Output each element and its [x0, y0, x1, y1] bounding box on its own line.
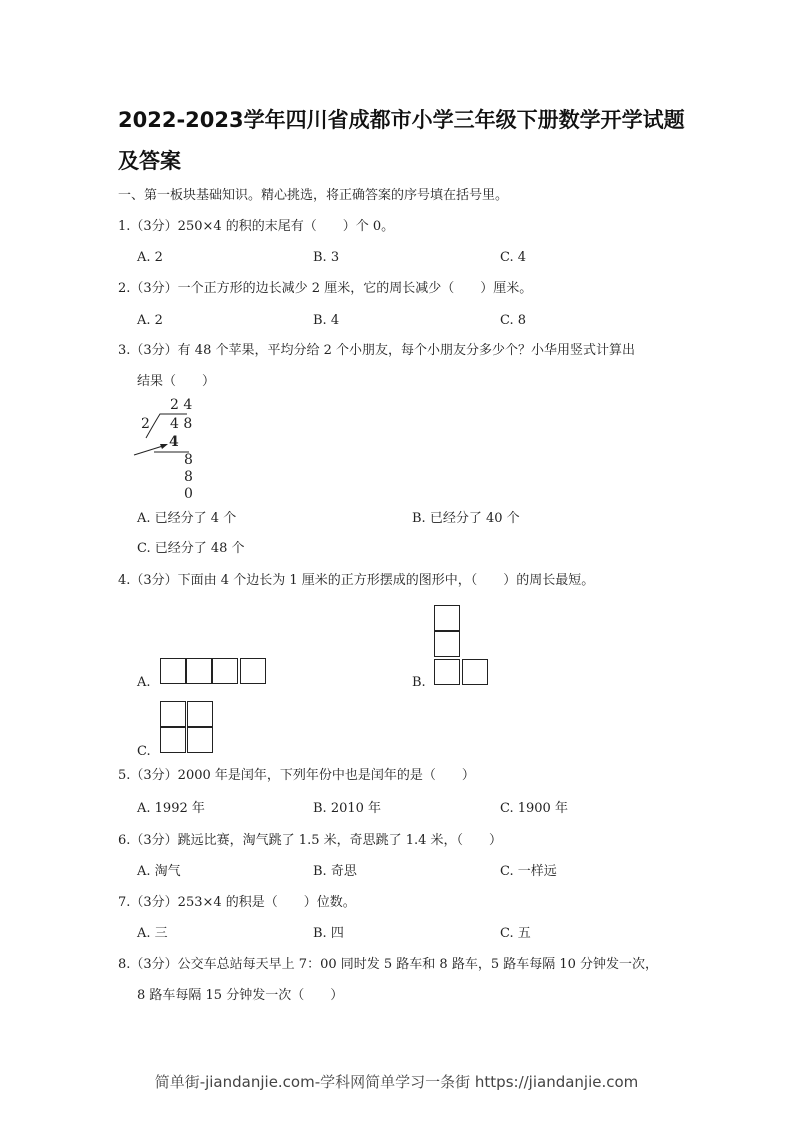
- unit-square: [160, 727, 186, 753]
- title-line-2: 及答案: [118, 149, 181, 173]
- division-remainder: 0: [184, 486, 193, 502]
- q7-option-b: B. 四: [313, 926, 344, 941]
- question-1: 1.（3分）250×4 的积的末尾有（ ）个 0。: [118, 219, 395, 234]
- q3-option-a: A. 已经分了 4 个: [137, 511, 237, 526]
- division-lines: [130, 410, 200, 460]
- q3-option-b: B. 已经分了 40 个: [412, 511, 520, 526]
- q2-option-a: A. 2: [137, 313, 163, 328]
- unit-square: [187, 701, 213, 727]
- question-5: 5.（3分）2000 年是闰年，下列年份中也是闰年的是（ ）: [118, 768, 475, 783]
- unit-square: [462, 659, 488, 685]
- q4-option-b: B.: [412, 675, 426, 690]
- question-3: 3.（3分）有 48 个苹果，平均分给 2 个小朋友，每个小朋友分多少个？小华用竖式计算出: [118, 343, 636, 358]
- q6-option-c: C. 一样远: [500, 864, 557, 879]
- division-divisor: 2: [141, 416, 150, 432]
- q1-option-a: A. 2: [137, 250, 163, 265]
- unit-square: [187, 727, 213, 753]
- q3-option-c: C. 已经分了 48 个: [137, 541, 245, 556]
- question-6: 6.（3分）跳远比赛，淘气跳了 1.5 米，奇思跳了 1.4 米，（ ）: [118, 833, 503, 848]
- section-heading: 一、第一板块基础知识。精心挑选，将正确答案的序号填在括号里。: [118, 188, 509, 203]
- question-7: 7.（3分）253×4 的积是（ ）位数。: [118, 895, 356, 910]
- q4-option-a: A.: [137, 675, 151, 690]
- q2-option-c: C. 8: [500, 313, 527, 328]
- division-step-2: 8: [184, 452, 193, 468]
- question-8-cont: 8 路车每隔 15 分钟发一次（ ）: [137, 988, 344, 1003]
- unit-square: [434, 631, 460, 657]
- title-line-1: 2022-2023学年四川省成都市小学三年级下册数学开学试题: [118, 108, 685, 132]
- q7-option-c: C. 五: [500, 926, 531, 941]
- footer-watermark: 简单街-jiandanjie.com-学科网简单学习一条街 https://jiandanjie.com: [154, 1073, 639, 1091]
- q1-option-c: C. 4: [500, 250, 527, 265]
- unit-square: [434, 659, 460, 685]
- unit-square: [186, 658, 212, 684]
- unit-square: [160, 701, 186, 727]
- unit-square: [212, 658, 238, 684]
- q5-option-b: B. 2010 年: [313, 801, 382, 816]
- unit-square: [240, 658, 266, 684]
- q5-option-a: A. 1992 年: [137, 801, 205, 816]
- division-dividend: 4 8: [170, 416, 193, 432]
- question-3-cont: 结果（ ）: [137, 374, 216, 389]
- q7-option-a: A. 三: [137, 926, 168, 941]
- question-2: 2.（3分）一个正方形的边长减少 2 厘米，它的周长减少（ ）厘米。: [118, 281, 533, 296]
- q6-option-b: B. 奇思: [313, 864, 357, 879]
- division-quotient: 2 4: [170, 397, 193, 413]
- q6-option-a: A. 淘气: [137, 864, 181, 879]
- q5-option-c: C. 1900 年: [500, 801, 568, 816]
- question-4: 4.（3分）下面由 4 个边长为 1 厘米的正方形摆成的图形中，（ ）的周长最短。: [118, 573, 595, 588]
- q2-option-b: B. 4: [313, 313, 340, 328]
- q4-option-c: C.: [137, 744, 151, 759]
- division-step-1: 4: [169, 434, 179, 450]
- unit-square: [434, 605, 460, 631]
- question-8: 8.（3分）公交车总站每天早上 7：00 同时发 5 路车和 8 路车，5 路车每隔 10 分钟发一次，: [118, 957, 659, 972]
- unit-square: [160, 658, 186, 684]
- q1-option-b: B. 3: [313, 250, 340, 265]
- division-step-3: 8: [184, 469, 193, 485]
